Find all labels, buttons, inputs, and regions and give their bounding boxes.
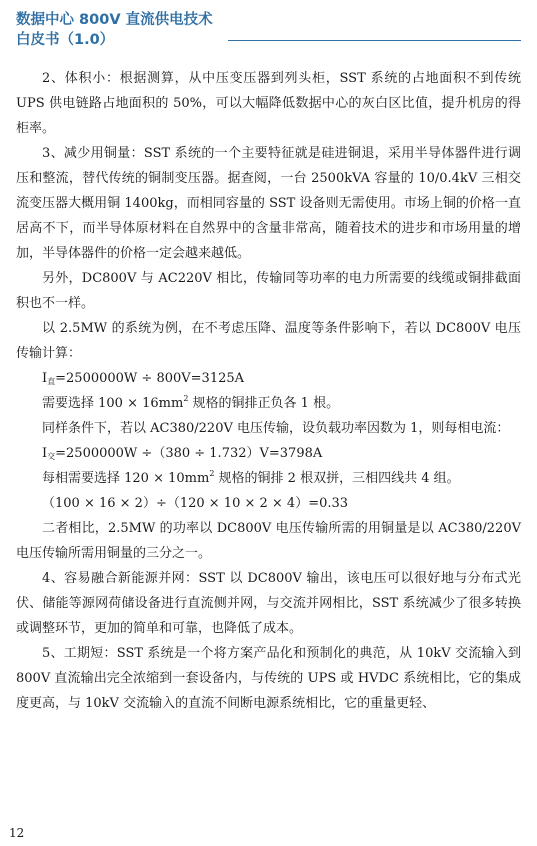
paragraph-copper: 3、减少用铜量：SST 系统的一个主要特征就是硅进铜退，采用半导体器件进行调压和整流，替代传统的铜制变压器。据查阅，一台 2500kVA 容量的 10/0.4kV 三相交流变压器大概用铜 1400kg，而相同容量的 SST 设备则无需使用。市场上铜的价格一直居高不下，而半导体原材料在自然界中的含量非常高，随着技术的进步和市场用量的增加，半导体器件的价格一定会越来越低。	[16, 146, 521, 261]
formula-dc-current: $I_直=2500000W \div 800V=3125A$	[42, 371, 245, 386]
header-subtitle: 白皮书（1.0）	[16, 32, 115, 48]
formula-ratio: （100 × 16 × 2）÷（120 × 10 × 2 × 4）=0.33	[42, 496, 349, 511]
paragraph-construction-time: 5、工期短：SST 系统是一个将方案产品化和预制化的典范，从 10kV 交流输入到 800V 直流输出完全浓缩到一套设备内，与传统的 UPS 或 HVDC 系统相比，它的集成度更高，与 10kV 交流输入的直流不间断电源系统相比，它的重量更轻、	[16, 646, 521, 711]
page-number: 12	[9, 826, 25, 840]
header-rule	[228, 40, 521, 41]
paragraph-comparison: 二者相比，2.5MW 的功率以 DC800V 电压传输所需的用铜量是以 AC380/220V 电压传输所需用铜量的三分之一。	[16, 521, 521, 561]
body-text	[16, 66, 521, 716]
header-title: 数据中心 800V 直流供电技术	[16, 12, 213, 28]
running-header	[16, 10, 521, 50]
paragraph-example-dc: 以 2.5MW 的系统为例，在不考虑压降、温度等条件影响下，若以 DC800V 电压传输计算：	[16, 321, 521, 361]
paragraph-cross-section: 另外，DC800V 与 AC220V 相比，传输同等功率的电力所需要的线缆或铜排截面积也不一样。	[16, 271, 521, 311]
paragraph-volume: 2、体积小：根据测算，从中压变压器到列头柜，SST 系统的占地面积不到传统 UPS 供电链路占地面积的 50%，可以大幅降低数据中心的灰白区比值，提升机房的得柜率。	[16, 71, 521, 136]
paragraph-example-ac: 同样条件下，若以 AC380/220V 电压传输，设负载功率因数为 1，则每相电流：	[42, 421, 510, 436]
formula-dc-busbar: 需要选择 $100 \times 16mm^2$ 规格的铜排正负各 1 根。	[42, 394, 340, 411]
formula-ac-current: $I_交=2500000W \div(380 \div 1.732)V=3798A$	[42, 446, 323, 461]
paragraph-renewables: 4、容易融合新能源并网：SST 以 DC800V 输出，该电压可以很好地与分布式光伏、储能等源网荷储设备进行直流侧并网，与交流并网相比，SST 系统减少了很多转换或调整环节，更加的简单和可靠，也降低了成本。	[16, 571, 521, 636]
formula-ac-busbar: 每相需要选择 $120 \times 10mm^2$ 规格的铜排 2 根双拼，三相四线共 4 组。	[42, 469, 460, 486]
